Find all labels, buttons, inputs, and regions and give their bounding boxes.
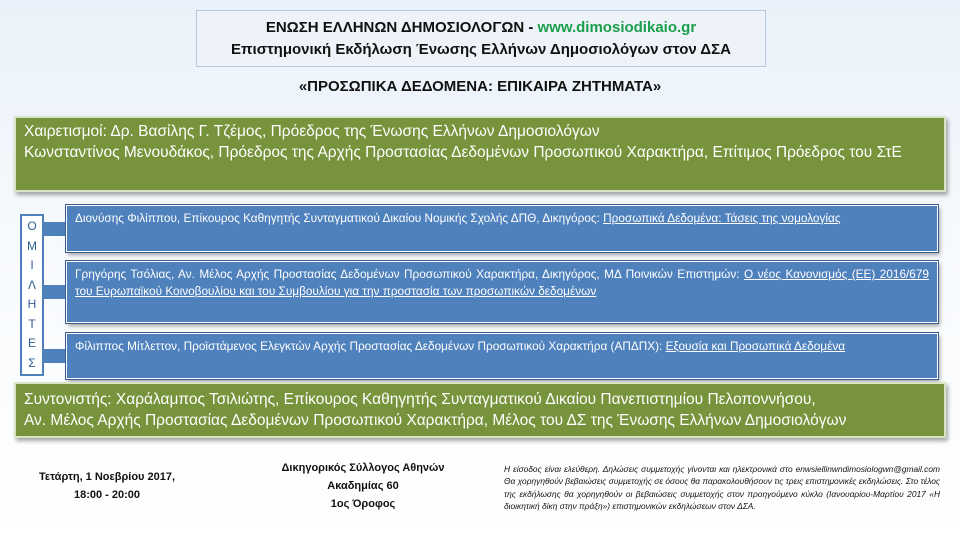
speakers-label-letter: Λ [27, 277, 36, 292]
event-date: Τετάρτη, 1 Νοεβρίου 2017, [38, 471, 176, 483]
speaker-2-info: Γρηγόρης Τσόλιας, Αν. Μέλος Αρχής Προστασίας Δεδομένων Προσωπικού Χαρακτήρα, Δικηγόρος, ΜΔ Ποινικών Επιστημών: [75, 267, 744, 281]
event-title: «ΠΡΟΣΩΠΙΚΑ ΔΕΔΟΜΕΝΑ: ΕΠΙΚΑΙΡΑ ΖΗΤΗΜΑΤΑ» [298, 78, 662, 95]
greetings-line-1: Χαιρετισμοί: Δρ. Βασίλης Γ. Τζέμος, Πρόεδρος της Ένωσης Ελλήνων Δημοσιολόγων [24, 123, 600, 140]
speaker-1-info: Διονύσης Φιλίππου, Επίκουρος Καθηγητής Συνταγματικού Δικαίου Νομικής Σχολής ΔΠΘ, Δικηγόρος: [75, 211, 604, 225]
event-venue [258, 459, 468, 513]
speaker-box-2 [66, 261, 938, 323]
speakers-label [20, 214, 44, 376]
greetings-box [14, 116, 946, 192]
speakers-label-letter: Τ [28, 316, 36, 331]
venue-name: Δικηγορικός Σύλλογος Αθηνών [281, 462, 445, 474]
speakers-label-letter: Μ [27, 238, 37, 253]
speakers-label-letter: Ι [30, 258, 34, 273]
event-time: 18:00 - 20:00 [73, 489, 141, 501]
speaker-box-3 [66, 333, 938, 379]
website-link[interactable]: www.dimosiodikaio.gr [537, 19, 697, 36]
speaker-connector [44, 285, 66, 299]
speakers-label-letter: Ε [27, 336, 36, 351]
speaker-3-topic: Εξουσία και Προσωπικά Δεδομένα [665, 339, 846, 353]
speaker-3-info: Φίλιππος Μίτλεττον, Προϊστάμενος Ελεγκτών Αρχής Προστασίας Δεδομένων Προσωπικού Χαρακτήρα (ΑΠΔΠΧ): [75, 339, 666, 353]
greetings-line-2: Κωνσταντίνος Μενουδάκος, Πρόεδρος της Αρχής Προστασίας Δεδομένων Προσωπικού Χαρακτήρα, Επίτιμος Πρόεδρος του ΣτΕ [24, 144, 902, 161]
speaker-connector [44, 222, 66, 236]
venue-address: Ακαδημίας 60 [327, 480, 399, 492]
speakers-label-letter: Η [27, 297, 37, 312]
speaker-1-topic: Προσωπικά Δεδομένα: Τάσεις της νομολογίας [603, 211, 841, 225]
speaker-2-topic: Ο νέος Κανονισμός (ΕΕ) 2016/679 του Ευρωπαϊκού Κοινοβουλίου και του Συμβουλίου για την προστασία των προσωπικών δεδομένων [75, 267, 929, 298]
speakers-label-letter: Ο [27, 219, 37, 233]
speaker-box-1 [66, 205, 938, 252]
speakers-label-letter: Σ [28, 355, 36, 370]
header-box [196, 10, 766, 67]
moderator-line-1: Συντονιστής: Χαράλαμπος Τσιλιώτης, Επίκουρος Καθηγητής Συνταγματικού Δικαίου Πανεπιστημίου Πελοποννήσου, [24, 391, 816, 408]
moderator-line-2: Αν. Μέλος Αρχής Προστασίας Δεδομένων Προσωπικού Χαρακτήρα, Μέλος του ΔΣ της Ένωσης Ελλήνων Δημοσιολόγων [24, 412, 847, 429]
organization-name: ΕΝΩΣΗ ΕΛΛΗΝΩΝ ΔΗΜΟΣΙΟΛΟΓΩΝ - [265, 19, 538, 36]
venue-floor: 1ος Όροφος [330, 498, 396, 510]
event-datetime [12, 468, 202, 504]
participation-note: Η είσοδος είναι ελεύθερη. Δηλώσεις συμμετοχής γίνονται και ηλεκτρονικά στο enwsiellinwndimosiologwn@gmail.com Θα χορηγηθούν βεβαιώσεις συμμετοχής σε όσους θα παρακολουθήσουν τις τρεις επιστημονικές εκδηλώσεις. Στο τέλος της εκδήλωσης θα χορηγηθούν οι βεβαιώσεις συμμετοχής στον προηγούμενο κύκλο (Ιανουαρίου-Μαρτίου 2017 «Η διοικητική δίκη στην πράξη») επιστημονικών εκδηλώσεων στον ΔΣΑ. [504, 464, 941, 512]
event-subtitle: Επιστημονική Εκδήλωση Ένωσης Ελλήνων Δημοσιολόγων στον ΔΣΑ [231, 41, 731, 58]
speaker-connector [44, 349, 66, 363]
moderator-box [14, 382, 946, 438]
organization-title [197, 17, 765, 39]
